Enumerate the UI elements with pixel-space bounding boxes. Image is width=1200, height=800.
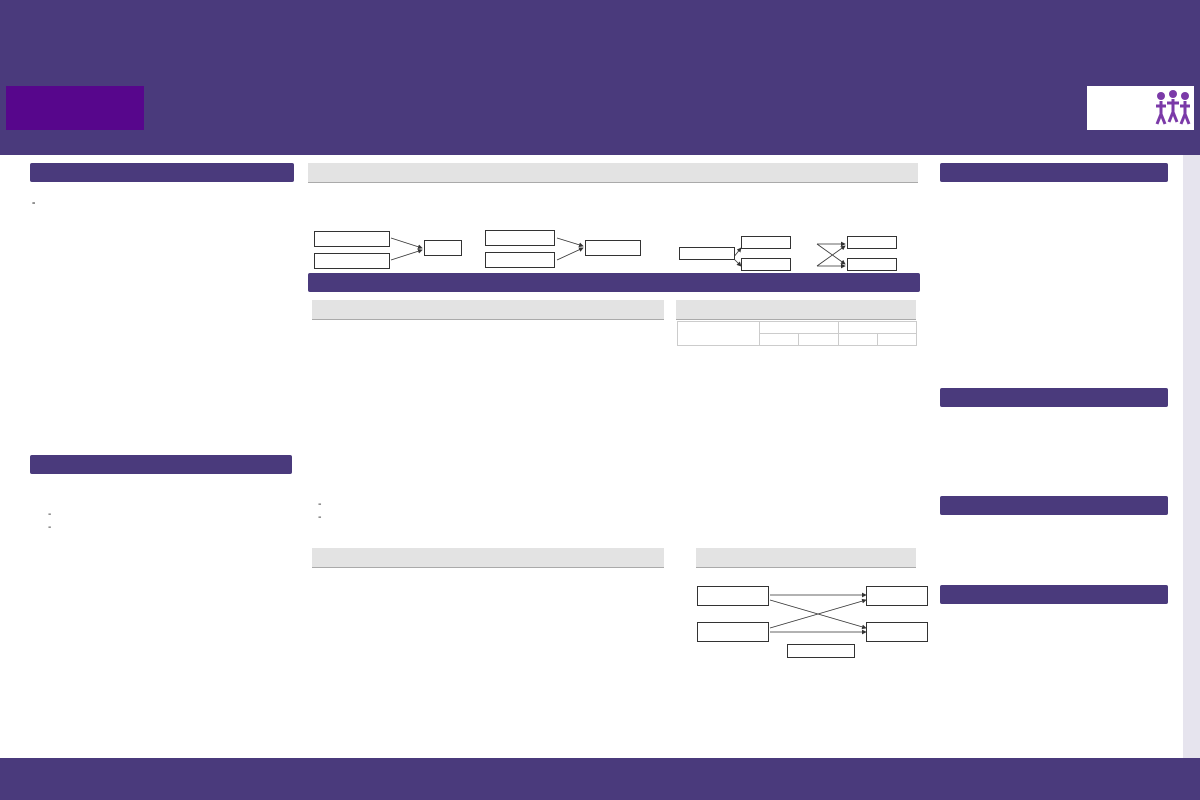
apim-child-t-box: [866, 586, 928, 606]
rf-table: [677, 321, 917, 346]
m2-child-box: [485, 230, 555, 246]
analysis-header: [308, 163, 918, 183]
rf-col-lagged: [838, 322, 917, 334]
results-header: [308, 273, 920, 292]
implications-header: [940, 388, 1168, 407]
future-research-header: [940, 496, 1168, 515]
context-chart: [312, 574, 672, 714]
overall-bullet-1: -: [318, 498, 328, 510]
m3-child-t1-box: [741, 258, 791, 271]
m1-mother-box: [314, 231, 390, 247]
overall-synchrony-header: [312, 300, 664, 320]
apim-header: [696, 548, 916, 568]
background-section: [32, 190, 290, 204]
rf-subcol: [877, 334, 916, 346]
apim-mean-level-box: [787, 644, 855, 658]
methods-section: [40, 490, 290, 534]
m1-mother-mean-box: [314, 253, 390, 269]
m1-child-box: [424, 240, 462, 256]
m3-mean-level-box: [679, 247, 735, 260]
rf-subcol: [760, 334, 799, 346]
m2-mother-box: [585, 240, 641, 256]
poster-header: [0, 60, 1200, 155]
methods-header: [30, 455, 292, 474]
m3-mother-t-box: [847, 258, 897, 271]
implications-section: [946, 414, 1166, 417]
overall-bullet-2: -: [318, 511, 328, 523]
references-header: [940, 585, 1168, 604]
background-header: [30, 163, 294, 182]
apim-mother-t1-box: [697, 586, 769, 606]
references-section: [950, 611, 1166, 617]
m3-mother-t1-box: [741, 236, 791, 249]
conclusions-section: [946, 192, 1166, 198]
rf-header: [676, 300, 916, 320]
rf-col-variables: [678, 322, 760, 346]
distal-line: -: [48, 509, 52, 520]
overall-synchrony-chart: [312, 325, 672, 493]
apim-mother-t-box: [866, 622, 928, 642]
apim-child-t1-box: [697, 622, 769, 642]
rf-col-concurrent: [760, 322, 839, 334]
conclusions-header: [940, 163, 1168, 182]
poster-right-strip: [1183, 155, 1200, 758]
m3-child-t-box: [847, 236, 897, 249]
rf-subcol: [799, 334, 838, 346]
m2-child-mean-box: [485, 252, 555, 268]
proximal-line: -: [48, 522, 52, 533]
future-research-section: [950, 520, 1166, 523]
rf-subcol: [838, 334, 877, 346]
people-icon: [1153, 88, 1193, 128]
overall-synchrony-text: [312, 498, 672, 524]
context-header: [312, 548, 664, 568]
tll-lab-logo: [1087, 86, 1194, 130]
nyu-abu-dhabi-logo: [6, 86, 144, 130]
